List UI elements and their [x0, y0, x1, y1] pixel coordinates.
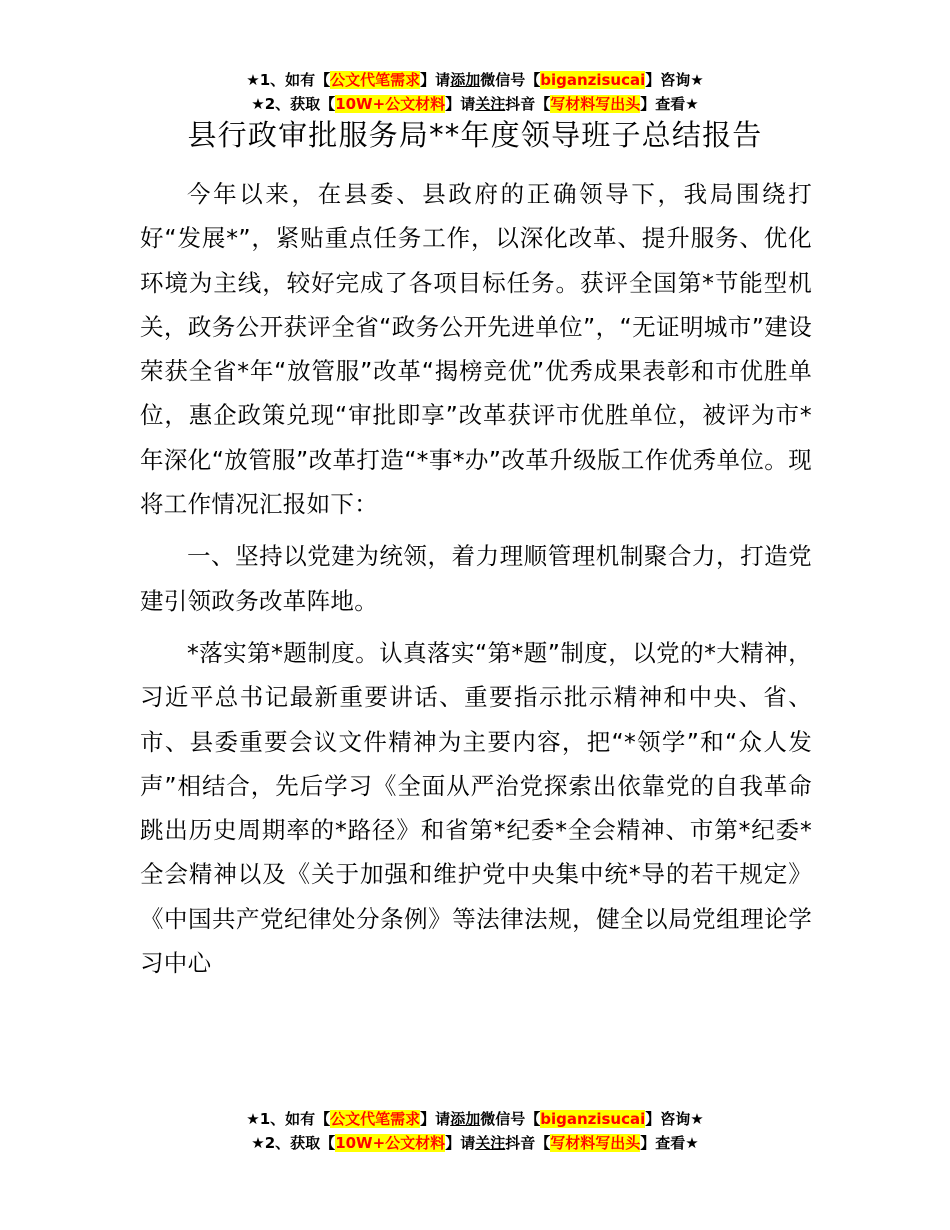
- promo-text: 】请: [445, 1134, 476, 1152]
- promo-text: 抖音【: [505, 95, 551, 113]
- promo-line-2: [0, 1131, 950, 1155]
- promo-underlined-text: 关注: [475, 95, 506, 113]
- promo-highlight: 公文代笔需求: [330, 1110, 421, 1128]
- promo-text: 】咨询★: [645, 71, 704, 89]
- promo-text: 】查看★: [640, 95, 699, 113]
- promo-text: 】请: [420, 71, 451, 89]
- promo-highlight: 写材料写出头: [550, 95, 641, 113]
- promo-text: 】请: [420, 1110, 451, 1128]
- promo-banner-bottom: [0, 1107, 950, 1155]
- promo-text: ★2、获取【: [251, 95, 336, 113]
- promo-underlined-text: 添加: [450, 1110, 481, 1128]
- promo-banner-top: [0, 68, 950, 116]
- promo-text: ★2、获取【: [251, 1134, 336, 1152]
- promo-text: 抖音【: [505, 1134, 551, 1152]
- promo-text: 微信号【: [480, 71, 541, 89]
- promo-line-1: [0, 1107, 950, 1131]
- promo-highlight: 10W+公文材料: [335, 95, 446, 113]
- document-body: [140, 172, 812, 985]
- promo-text: ★1、如有【: [246, 1110, 331, 1128]
- promo-highlight: biganzisucai: [540, 1110, 646, 1128]
- paragraph-intro: 今年以来，在县委、县政府的正确领导下，我局围绕打好“发展*”，紧贴重点任务工作，以深化改革、提升服务、优化环境为主线，较好完成了各项目标任务。获评全国第*节能型机关，政务公开获评全省“政务公开先进单位”，“无证明城市”建设荣获全省*年“放管服”改革“揭榜竞优”优秀成果表彰和市优胜单位，惠企政策兑现“审批即享”改革获评市优胜单位，被评为市*年深化“放管服”改革打造“*事*办”改革升级版工作优秀单位。现将工作情况汇报如下：: [140, 180, 812, 519]
- promo-underlined-text: 添加: [450, 71, 481, 89]
- promo-line-2: [0, 92, 950, 116]
- paragraph-item: *落实第*题制度。认真落实“第*题”制度，以党的*大精神，习近平总书记最新重要讲话、重要指示批示精神和中央、省、市、县委重要会议文件精神为主要内容，把“*领学”和“众人发声”相结合，先后学习《全面从严治党探索出依靠党的自我革命跳出历史周期率的*路径》和省第*纪委*全会精神、市第*纪委*全会精神以及《关于加强和维护党中央集中统*导的若干规定》《中国共产党纪律处分条例》等法律法规，健全以局党组理论学习中心: [140, 638, 812, 978]
- promo-highlight: 公文代笔需求: [330, 71, 421, 89]
- paragraph-section-heading: 一、坚持以党建为统领，着力理顺管理机制聚合力，打造党建引领政务改革阵地。: [140, 542, 812, 615]
- promo-text: 微信号【: [480, 1110, 541, 1128]
- promo-highlight: 10W+公文材料: [335, 1134, 446, 1152]
- promo-text: 】请: [445, 95, 476, 113]
- promo-text: 】查看★: [640, 1134, 699, 1152]
- promo-text: ★1、如有【: [246, 71, 331, 89]
- document-title: 县行政审批服务局**年度领导班子总结报告: [187, 118, 763, 152]
- promo-line-1: [0, 68, 950, 92]
- promo-highlight: 写材料写出头: [550, 1134, 641, 1152]
- promo-highlight: biganzisucai: [540, 71, 646, 89]
- promo-underlined-text: 关注: [475, 1134, 506, 1152]
- promo-text: 】咨询★: [645, 1110, 704, 1128]
